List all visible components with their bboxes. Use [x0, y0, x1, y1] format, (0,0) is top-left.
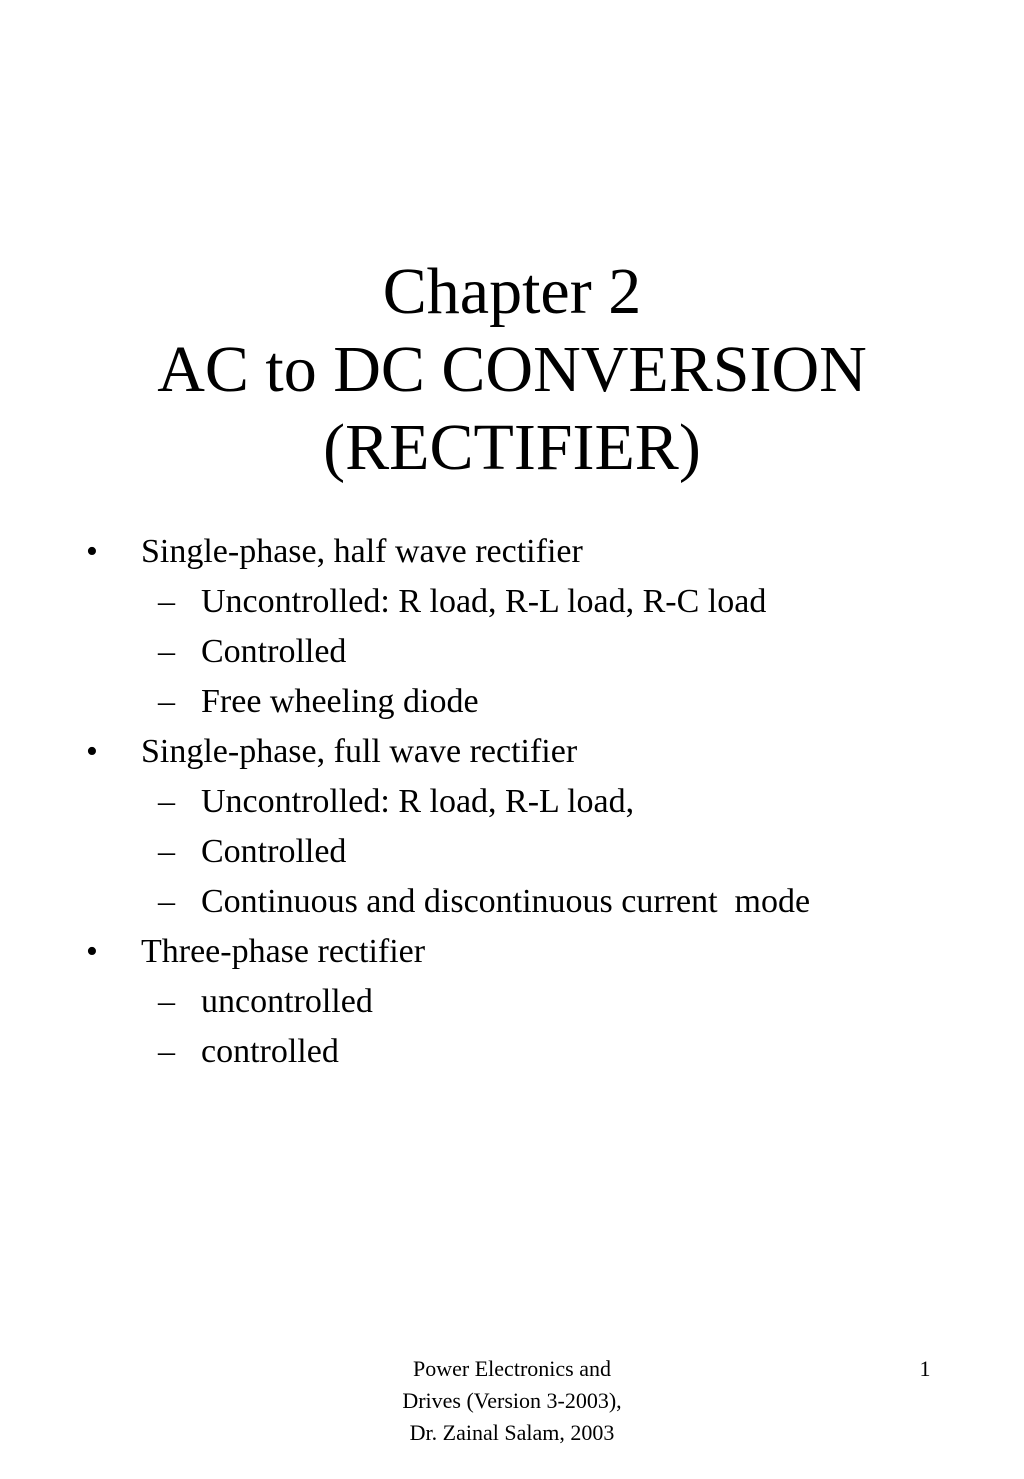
footer-line: Power Electronics and	[413, 1356, 611, 1381]
dash-marker: –	[158, 633, 175, 670]
sub-item-text: controlled	[201, 1033, 339, 1070]
bullet-marker: •	[86, 533, 98, 570]
sub-item-text: Uncontrolled: R load, R-L load, R-C load	[201, 583, 767, 620]
sub-item-text: Controlled	[201, 633, 347, 670]
bullet-text: Single-phase, half wave rectifier	[141, 533, 583, 570]
dash-marker: –	[158, 683, 175, 720]
bullet-marker: •	[86, 933, 98, 970]
bullet-text: Single-phase, full wave rectifier	[141, 733, 578, 770]
chapter-number: Chapter 2	[382, 255, 642, 328]
dash-marker: –	[158, 883, 175, 920]
bullet-text: Three-phase rectifier	[141, 933, 426, 970]
page-number: 1	[919, 1356, 931, 1381]
dash-marker: –	[158, 783, 175, 820]
sub-item-text: Continuous and discontinuous current mode	[201, 883, 811, 920]
chapter-title	[0, 253, 1024, 487]
sub-item-text: Uncontrolled: R load, R-L load,	[201, 783, 635, 820]
dash-marker: –	[158, 1033, 175, 1070]
sub-item-text: uncontrolled	[201, 983, 373, 1020]
sub-item-text: Free wheeling diode	[201, 683, 479, 720]
bullet-marker: •	[86, 733, 98, 770]
dash-marker: –	[158, 583, 175, 620]
sub-item-text: Controlled	[201, 833, 347, 870]
chapter-heading: AC to DC CONVERSION	[157, 333, 867, 406]
chapter-subheading: (RECTIFIER)	[323, 411, 701, 484]
dash-marker: –	[158, 833, 175, 870]
footer-line: Drives (Version 3-2003),	[402, 1388, 622, 1413]
dash-marker: –	[158, 983, 175, 1020]
footer-line: Dr. Zainal Salam, 2003	[409, 1420, 615, 1445]
footer-citation	[362, 1353, 662, 1449]
